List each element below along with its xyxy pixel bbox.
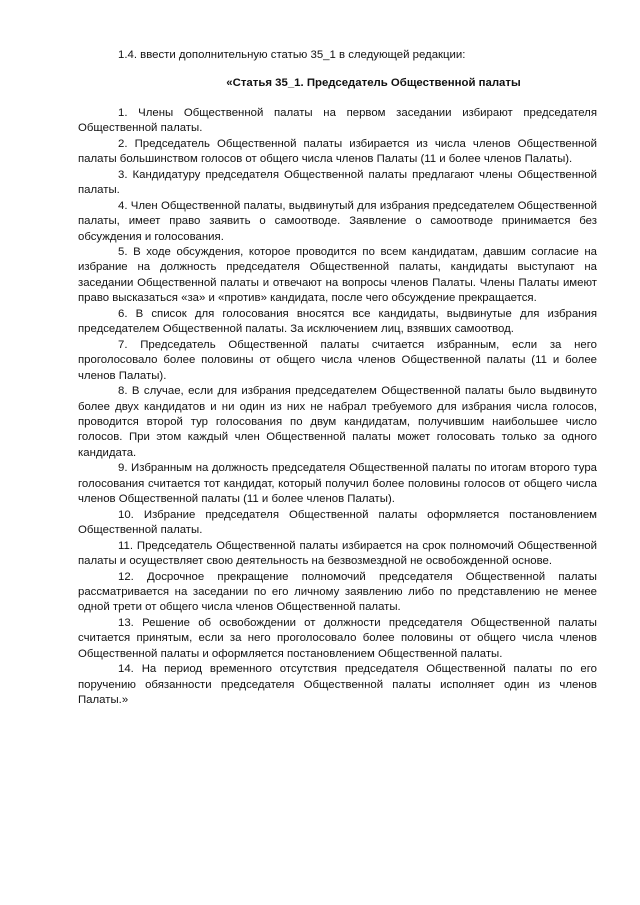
article-paragraph-5: 5. В ходе обсуждения, которое проводится по всем кандидатам, давшим согласие на избрание на должность председателя Общественной палаты, кандидаты выступают на заседании Общественной палаты и отвечают на вопросы членов Палаты. Члены Палаты имеют право высказаться «за» и «против» кандидата, после чего обсуждение прекращается.	[78, 245, 597, 305]
article-paragraph-4: 4. Член Общественной палаты, выдвинутый для избрания председателем Общественной палаты, имеет право заявить о самоотводе. Заявление о самоотводе принимается без обсуждения и голосования.	[78, 199, 597, 243]
document-page	[78, 48, 597, 709]
article-paragraph-8: 8. В случае, если для избрания председателем Общественной палаты было выдвинуто более двух кандидатов и ни один из них не набрал требуемого для избрания числа голосов, проводится второй тур голосования по двум кандидатам, получившим наибольшее число голосов. При этом каждый член Общественной палаты может голосовать только за одного кандидата.	[78, 385, 597, 459]
article-paragraph-6: 6. В список для голосования вносятся все кандидаты, выдвинутые для избрания председателем Общественной палаты. За исключением лиц, взявших самоотвод.	[78, 307, 597, 336]
article-paragraph-3: 3. Кандидатуру председателя Общественной палаты предлагают члены Общественной палаты.	[78, 168, 597, 197]
article-paragraph-11: 11. Председатель Общественной палаты избирается на срок полномочий Общественной палаты и осуществляет свою деятельность на безвозмездной не освобожденной основе.	[78, 539, 597, 568]
article-paragraph-12: 12. Досрочное прекращение полномочий председателя Общественной палаты рассматривается на заседании по его личному заявлению либо по представлению не менее одной трети от общего числа членов Общественной палаты.	[78, 570, 597, 614]
article-heading: «Статья 35_1. Председатель Общественной палаты	[226, 77, 521, 90]
article-paragraph-13: 13. Решение об освобождении от должности председателя Общественной палаты считается принятым, если за него проголосовало более половины от общего числа членов Общественной палаты и оформляется постановлением Общественной палаты.	[78, 616, 597, 660]
article-body	[78, 106, 597, 709]
article-paragraph-7: 7. Председатель Общественной палаты считается избранным, если за него проголосовало более половины от общего числа членов Общественной палаты (11 и более членов Палаты).	[78, 338, 597, 382]
article-paragraph-10: 10. Избрание председателя Общественной палаты оформляется постановлением Общественной палаты.	[78, 508, 597, 537]
article-paragraph-9: 9. Избранным на должность председателя Общественной палаты по итогам второго тура голосования считается тот кандидат, который получил более половины голосов от общего числа членов Общественной палаты (11 и более членов Палаты).	[78, 462, 597, 506]
article-paragraph-2: 2. Председатель Общественной палаты избирается из числа членов Общественной палаты большинством голосов от общего числа членов Палаты (11 и более членов Палаты).	[78, 137, 597, 166]
intro-line: 1.4. ввести дополнительную статью 35_1 в следующей редакции:	[118, 49, 466, 61]
article-paragraph-1: 1. Члены Общественной палаты на первом заседании избирают председателя Общественной палаты.	[78, 106, 597, 135]
article-paragraph-14: 14. На период временного отсутствия председателя Общественной палаты по его поручению обязанности председателя Общественной палаты исполняет один из членов Палаты.»	[78, 663, 597, 707]
